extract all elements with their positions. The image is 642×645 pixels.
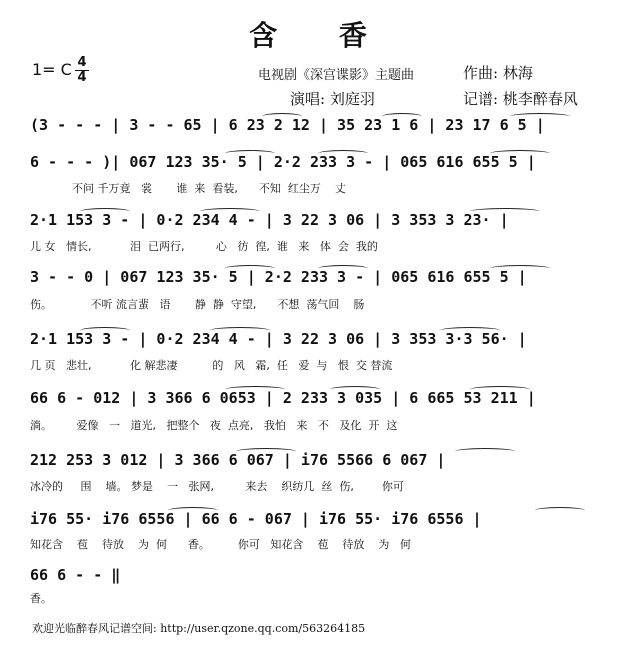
slur-arc	[455, 448, 515, 455]
time-signature	[75, 57, 89, 84]
slur-arc	[80, 208, 130, 215]
lyric-line-2: 不问 千万竟 裳 谁 来 看装, 不知 红尘万 丈	[30, 182, 346, 195]
lyric-line-7: 冰冷的 围 墙。 梦是 一 张网, 来去 织纺几 丝 伤, 你可	[30, 480, 404, 493]
notation-line-7: 212 253 3 012 | 3 366 6 067 | i76 5566 6 067 |	[30, 451, 446, 469]
singer-credit: 演唱: 刘庭羽	[290, 90, 375, 108]
slur-arc	[262, 113, 302, 120]
notation-line-8: i76 55· i76 6556 | 66 6 - 067 | i76 55· i76 6556 |	[30, 510, 482, 528]
notation-line-6: 66 6 - 012 | 3 366 6 0653 | 2 233 3 035 | 6 665 53 211 |	[30, 389, 536, 407]
meter-numerator: 4	[77, 55, 87, 70]
slur-arc	[318, 150, 368, 157]
notation-line-1: (3 - - - | 3 - - 65 | 6 23 2 12 | 35 23 1 6 | 23 17 6 5 |	[30, 116, 545, 134]
slur-arc	[440, 327, 500, 334]
notation-line-5: 2·1 153 3 - | 0·2 234 4 - | 3 22 3 06 | 3 353 3·3 56· |	[30, 330, 527, 348]
notation-line-4: 3 - - 0 | 067 123 35· 5 | 2·2 233 3 - | 065 616 655 5 |	[30, 268, 527, 286]
slur-arc	[225, 386, 285, 393]
slur-arc	[225, 265, 275, 272]
meter-denominator: 4	[77, 70, 87, 85]
notation-line-9: 66 6 - - ‖	[30, 566, 121, 584]
slur-arc	[490, 265, 550, 272]
slur-arc	[382, 113, 422, 120]
slur-arc	[210, 327, 270, 334]
footer-link-text: 欢迎光临醉春风记谱空间: http://user.qzone.qq.com/563264185	[32, 622, 366, 635]
slur-arc	[330, 386, 380, 393]
lyric-line-9: 香。	[30, 592, 52, 605]
song-title: 含 香	[249, 19, 393, 52]
slur-arc	[535, 507, 585, 514]
notation-line-2: 6 - - - )| 067 123 35· 5 | 2·2 233 3 - | 065 616 655 5 |	[30, 153, 536, 171]
notation-line-3: 2·1 153 3 - | 0·2 234 4 - | 3 22 3 06 | 3 353 3 23· |	[30, 211, 509, 229]
slur-arc	[470, 208, 540, 215]
lyric-line-8: 知花含 苞 待放 为 何 香。 你可 知花含 苞 待放 为 何	[30, 538, 411, 551]
lyric-line-3: 儿 女 情长, 泪 已两行, 心 彷 徨, 谁 来 体 会 我的	[30, 240, 378, 253]
slur-arc	[510, 113, 570, 120]
slur-arc	[490, 150, 550, 157]
composer-credit: 作曲: 林海	[463, 64, 533, 82]
slur-arc	[225, 150, 275, 157]
slur-arc	[80, 327, 130, 334]
slur-arc	[200, 208, 260, 215]
lyric-line-5: 几 页 悲壮, 化 解悲凄 的 风 霜, 任 爱 与 恨 交 替流	[30, 359, 393, 372]
slur-arc	[318, 265, 368, 272]
lyric-line-4: 伤。 不听 流言蜚 语 静 静 守望, 不想 荡气回 肠	[30, 298, 365, 311]
slur-arc	[470, 386, 530, 393]
key-signature: 1= C	[32, 60, 72, 79]
transcriber-credit: 记谱: 桃李醉春风	[463, 90, 578, 108]
lyric-line-6: 淌。 爱像 一 道光, 把整个 夜 点亮, 我怕 来 不 及化 开 这	[30, 419, 398, 432]
slur-arc	[236, 448, 296, 455]
song-subtitle: 电视剧《深宫谍影》主题曲	[258, 68, 415, 83]
slur-arc	[168, 507, 218, 514]
